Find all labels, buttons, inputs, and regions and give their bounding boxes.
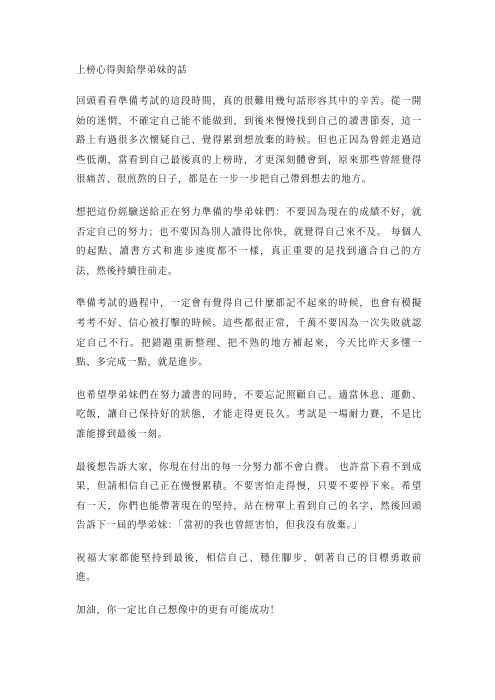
document-body	[76, 64, 422, 634]
document-title: 上榜心得與給學弟妹的話	[76, 65, 188, 76]
paragraph-5: 最後想告訴大家，你現在付出的每一分努力都不會白費。 也許當下看不到成果，但請相信自己正在慢慢累積。不要害怕走得慢，只要不要停下來。希望有一天，你們也能帶著現在的堅持，站在榜單上看到自己的名字，然後回頭告訴下一屆的學弟妹：「當初的我也曾經害怕，但我沒有放棄。」	[76, 461, 422, 532]
paragraph-3: 準備考試的過程中，一定會有覺得自己什麼都記不起來的時候，也會有模擬考考不好、信心被打擊的時候。這些都很正常，千萬不要因為一次失敗就認定自己不行。把錯題重新整理、把不熟的地方補起來，今天比昨天多懂一點、多完成一點，就是進步。	[76, 298, 422, 369]
paragraph-2: 想把這份經驗送給正在努力準備的學弟妹們：不要因為現在的成績不好，就否定自己的努力；也不要因為別人讀得比你快，就覺得自己來不及。 每個人的起點、讀書方式和進步速度都不一樣，真正重要的是找到適合自己的方法，然後持續往前走。	[76, 206, 422, 277]
paragraph-1: 回頭看看準備考試的這段時間，真的很難用幾句話形容其中的辛苦。從一開始的迷惘、不確定自己能不能做到，到後來慢慢找到自己的讀書節奏，這一路上有過很多次懷疑自己、覺得累到想放棄的時候。但也正因為曾經走過這些低潮，當看到自己最後真的上榜時，才更深刻體會到，原來那些曾經覺得很痛苦、很煎熬的日子，都是在一步一步把自己帶到想去的地方。	[76, 96, 422, 186]
paragraph-6: 祝福大家都能堅持到最後，相信自己、穩住腳步，朝著自己的目標勇敢前進。	[76, 552, 422, 584]
paragraph-4: 也希望學弟妹們在努力讀書的同時，不要忘記照顧自己。適當休息、運動、吃飯，讓自己保持好的狀態，才能走得更長久。考試是一場耐力賽，不是比誰能撐到最後一刻。	[76, 389, 422, 440]
paragraph-7: 加油，你一定比自己想像中的更有可能成功！	[76, 605, 281, 617]
